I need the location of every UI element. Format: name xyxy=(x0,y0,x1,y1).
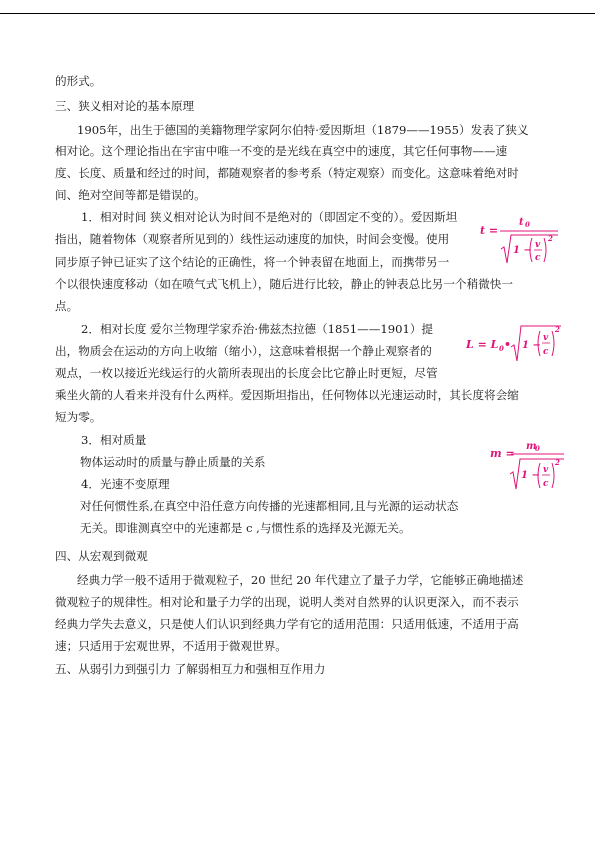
text-line: 间、绝对空间等都是错误的。 xyxy=(55,188,206,202)
fraction-numerator: v xyxy=(543,333,549,343)
exponent: 2 xyxy=(555,325,560,334)
text-line: 个以很快速度移动（如在喷气式飞机上），随后进行比较，静止的钟表总比另一个稍微快一 xyxy=(55,277,513,291)
exponent: 2 xyxy=(548,234,553,243)
fraction-denominator: c xyxy=(543,479,549,489)
formula-lhs: L = L xyxy=(466,338,499,351)
text-line: 速；只适用于宏观世界，不适用于微观世界。 xyxy=(55,639,287,653)
section-heading: 五、从弱引力到强引力 了解弱相互力和强相互作用力 xyxy=(55,662,326,676)
section-heading: 四、从宏观到微观 xyxy=(55,549,148,563)
formula-numerator: t xyxy=(519,217,524,228)
text-line: 无关。即谁测真空中的光速都是 c ,与惯性系的选择及光源无关。 xyxy=(80,521,411,535)
text-line: 度、长度、质量和经过的时间，都随观察者的参考系（特定观察）而变化。这意味着绝对时 xyxy=(55,166,519,180)
length-contraction-formula xyxy=(466,323,562,363)
text-line: 微观粒子的规律性。相对论和量子力学的出现，说明人类对自然界的认识更深入，而不表示 xyxy=(55,595,519,609)
text-line: 相对论。这个理论指出在宇宙中唯一不变的是光线在真空中的速度，其它任何事物——速 xyxy=(55,144,508,158)
radical-one: 1 − xyxy=(521,470,540,481)
text-line: 同步原子钟已证实了这个结论的正确性，将一个钟表留在地面上，而携带另一 xyxy=(55,255,450,269)
section-heading: 三、狭义相对论的基本原理 xyxy=(55,99,195,113)
text-line: 点。 xyxy=(55,299,79,313)
formula-numerator: m xyxy=(526,441,537,452)
text-line: 的形式。 xyxy=(55,74,102,88)
text-line: 短为零。 xyxy=(55,410,102,424)
text-line: 2．相对长度 爱尔兰物理学家乔治·佛兹杰拉德（1851——1901）提 xyxy=(81,322,434,336)
radical-one: 1 − xyxy=(513,245,532,256)
formula-lhs: t = xyxy=(480,224,499,237)
text-line: 乘坐火箭的人看来并没有什么两样。爱因斯坦指出，任何物体以光速运动时，其长度将会缩 xyxy=(55,388,519,402)
multiply-dot: • xyxy=(504,338,512,351)
formula-subscript: 0 xyxy=(525,220,530,229)
text-line: 4．光速不变原理 xyxy=(81,477,170,491)
relativistic-mass-formula xyxy=(490,438,566,492)
fraction-denominator: c xyxy=(535,253,541,263)
text-line: 1．相对时间 狭义相对论认为时间不是绝对的（即固定不变的）。爱因斯坦 xyxy=(81,210,458,224)
right-paren xyxy=(552,463,554,488)
text-line: 经典力学失去意义，只是使人们认识到经典力学有它的适用范围：只适用低速，不适用于高 xyxy=(55,617,519,631)
text-line: 1905年，出生于德国的美籍物理学家阿尔伯特·爱因斯坦（1879——1955）发表了狭义 xyxy=(77,123,529,137)
text-line: 经典力学一般不适用于微观粒子，20 世纪 20 年代建立了量子力学，它能够正确地描述 xyxy=(77,573,524,587)
fraction-denominator: c xyxy=(543,347,549,357)
exponent: 2 xyxy=(555,458,560,467)
text-line: 出，物质会在运动的方向上收缩（缩小），这意味着根据一个静止观察者的 xyxy=(55,344,432,358)
radical-one: 1 − xyxy=(522,340,541,351)
text-line: 观点，一枚以接近光线运行的火箭所表现出的长度会比它静止时更短，尽管 xyxy=(55,366,438,380)
text-line: 物体运动时的质量与静止质量的关系 xyxy=(80,455,266,469)
header-rule xyxy=(0,13,595,14)
right-paren xyxy=(544,238,546,262)
formula-subscript: 0 xyxy=(499,344,504,353)
fraction-numerator: v xyxy=(543,465,549,475)
formula-subscript: 0 xyxy=(535,444,540,453)
text-line: 指出，随着物体（观察者所见到的）线性运动速度的加快，时间会变慢。使用 xyxy=(55,232,450,246)
time-dilation-formula xyxy=(480,213,560,265)
text-line: 3．相对质量 xyxy=(81,433,147,447)
fraction-numerator: v xyxy=(535,240,541,250)
formula-lhs: m = xyxy=(490,447,515,460)
text-line: 对任何惯性系,在真空中沿任意方向传播的光速都相同,且与光源的运动状态 xyxy=(80,499,459,513)
right-paren xyxy=(552,331,554,356)
